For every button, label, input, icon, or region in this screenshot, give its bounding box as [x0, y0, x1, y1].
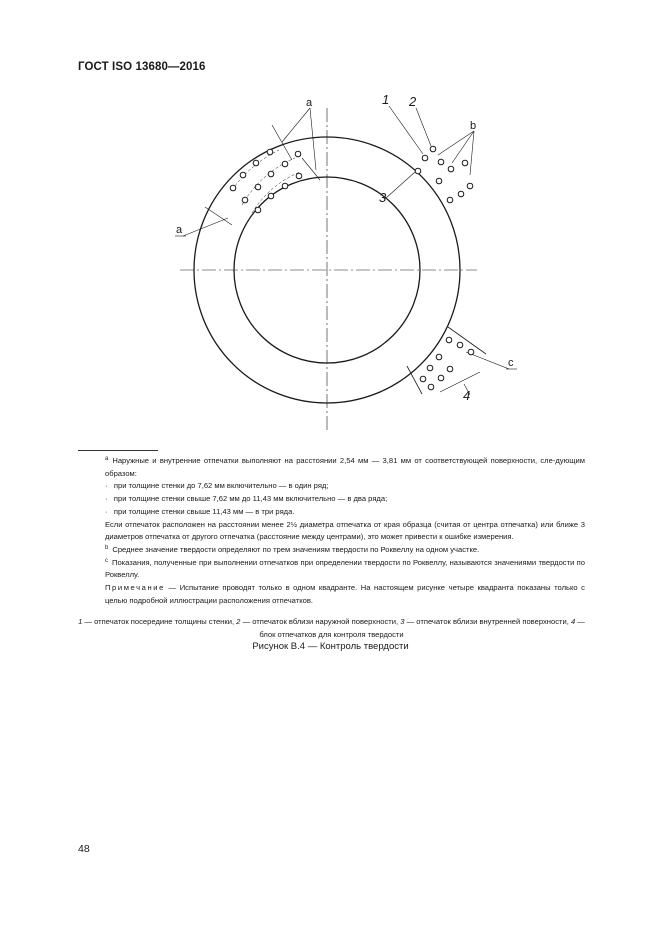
indent-near-outer	[430, 146, 436, 152]
indent-block	[446, 337, 452, 343]
indent-outer-row	[240, 172, 246, 178]
indent-b	[458, 191, 464, 197]
indent-block	[457, 342, 463, 348]
indent-middle-row	[295, 151, 301, 157]
note: Примечание — Испытание проводят только в одном квадранте. На настоящем рисунке четыре квадранта показаны только с целью подробной иллюстрации расположения отпечатков.	[105, 583, 585, 605]
indent-b	[448, 166, 454, 172]
page-number: 48	[78, 843, 90, 855]
footnote-a: $^a$ Наружные и внутренние отпечатки выполняют на расстоянии 2,54 мм — 3,81 мм от соответствующей поверхности, сле-дующим образом:	[105, 456, 585, 478]
leader-b-1	[438, 131, 474, 155]
indent-near-inner	[415, 168, 421, 174]
indent-middle-row	[268, 171, 274, 177]
footnote-b: $^b$ Среднее значение твердости определяют по трем значениям твердости по Роквеллу на одном участке.	[105, 544, 480, 554]
indent-b	[467, 183, 473, 189]
footnote-a-extra: Если отпечаток расположен на расстоянии менее 2½ диаметра отпечатка от края образца (считая от центра отпечатка) или ближе 3 диаметров отпечатка от другого отпечатка (расстояние между центрами), это может привести к ошибке измерения.	[105, 519, 585, 542]
indent-inner-row	[296, 173, 302, 179]
label-3: 3	[379, 190, 387, 205]
footnote-bullet: · при толщине стенки свыше 11,43 мм — в три ряда.	[105, 506, 295, 516]
hardness-test-figure	[0, 0, 661, 440]
indent-middle-row	[255, 184, 261, 190]
label-1: 1	[382, 92, 390, 107]
label-a-top: a	[306, 97, 313, 109]
label-4: 4	[463, 388, 471, 403]
indent-b	[436, 178, 442, 184]
indent-inner-row	[268, 193, 274, 199]
label-c: c	[508, 357, 514, 369]
label-a-left: a	[176, 224, 183, 236]
footnotes	[78, 450, 585, 642]
note-label: Примечание	[105, 583, 165, 593]
leader-a-top-1	[282, 108, 310, 142]
leader-b-2	[452, 131, 474, 163]
label-2: 2	[409, 94, 417, 109]
leader-a-left	[183, 218, 228, 236]
label-b: b	[470, 120, 477, 132]
indent-block	[427, 365, 433, 371]
footnote-bullet: · при толщине стенки до 7,62 мм включительно — в один ряд;	[105, 481, 329, 491]
figure-legend: 1 — отпечаток посередине толщины стенки, 2 — отпечаток вблизи наружной поверхности, 3 — отпечаток вблизи внутренней поверхности, 4 — блок отпечатков для контроля твердости	[78, 617, 585, 640]
indent-block	[438, 375, 444, 381]
indent-middle-row	[282, 161, 288, 167]
indent-inner-row	[255, 207, 261, 213]
indent-block	[468, 349, 474, 355]
indent-outer-row	[253, 160, 259, 166]
footnote-bullet: · при толщине стенки свыше 7,62 мм до 11,43 мм включительно — в два ряда;	[105, 494, 388, 504]
leader-b-3	[470, 131, 474, 175]
indent-outer-row	[267, 149, 273, 155]
indent-middle-row	[242, 197, 248, 203]
indent-b	[462, 160, 468, 166]
standard-header: ГОСТ ISO 13680—2016	[78, 61, 206, 73]
indent-outer-row	[230, 185, 236, 191]
leader-3	[386, 172, 415, 198]
indent-b	[447, 197, 453, 203]
figure-caption: Рисунок В.4 — Контроль твердости	[252, 641, 409, 652]
dimension-line-inner	[302, 158, 320, 180]
leader-2	[416, 108, 431, 146]
indent-block	[436, 354, 442, 360]
indent-inner-row	[282, 183, 288, 189]
indent-block	[447, 366, 453, 372]
indent-block	[428, 384, 434, 390]
indent-b	[438, 159, 444, 165]
footnote-rule	[78, 450, 158, 451]
dimension-4-line	[440, 372, 480, 392]
indent-mid-wall	[422, 155, 428, 161]
leader-a-top-2	[310, 108, 316, 170]
footnote-c: $^c$ Показания, полученные при выполнении отпечатков при определении твердости по Роквеллу, называются значениями твердости по Роквеллу.	[105, 557, 585, 580]
dimension-line-left	[205, 207, 232, 225]
indent-block	[420, 376, 426, 382]
block-boundary-2	[448, 327, 486, 354]
